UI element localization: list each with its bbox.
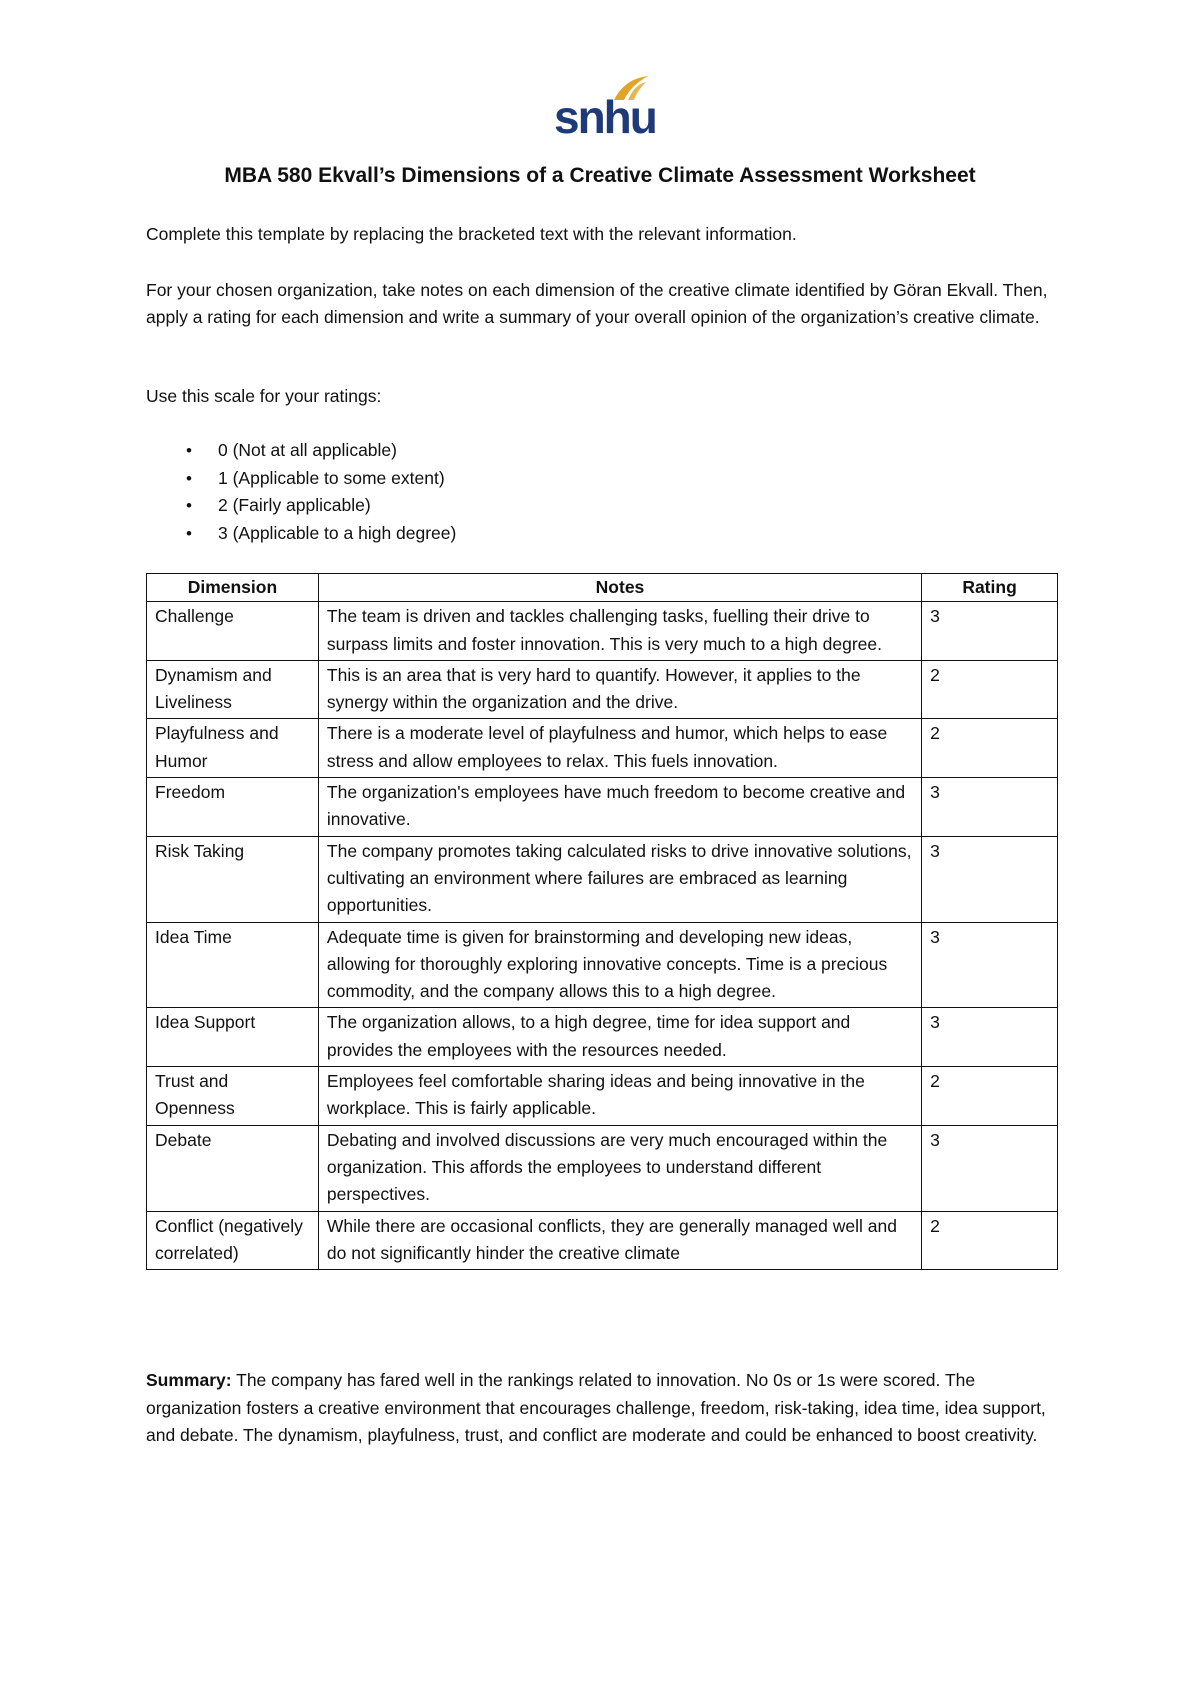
notes-cell: Debating and involved discussions are very much encouraged within the organization. This affords the employees to understand different perspectives.	[318, 1125, 921, 1211]
instructions-text: For your chosen organization, take notes on each dimension of the creative climate identified by Göran Ekvall. Then, apply a rating for each dimension and write a summary of your overall opinion of the organization’s creative climate.	[146, 280, 1048, 327]
list-item: • 1 (Applicable to some extent)	[146, 465, 456, 493]
table-row	[147, 1211, 1058, 1270]
rating-scale-list	[146, 437, 456, 547]
header-rating: Rating	[922, 574, 1058, 602]
notes-cell: Adequate time is given for brainstorming and developing new ideas, allowing for thoroughly exploring innovative concepts. Time is a precious commodity, and the company allows this to a high degree.	[318, 922, 921, 1008]
bullet-icon: •	[186, 441, 192, 460]
dimension-cell: Playfulness and Humor	[147, 719, 319, 778]
dimension-cell: Freedom	[147, 778, 319, 837]
dimension-cell: Idea Support	[147, 1008, 319, 1067]
table-row	[147, 602, 1058, 661]
notes-cell: Employees feel comfortable sharing ideas and being innovative in the workplace. This is fairly applicable.	[318, 1067, 921, 1126]
rating-cell: 3	[922, 1008, 1058, 1067]
dimension-cell: Trust and Openness	[147, 1067, 319, 1126]
intro-text: Complete this template by replacing the bracketed text with the relevant information.	[146, 224, 797, 244]
rating-cell: 2	[922, 719, 1058, 778]
dimension-cell: Idea Time	[147, 922, 319, 1008]
rating-cell: 2	[922, 1211, 1058, 1270]
summary-label: Summary:	[146, 1370, 232, 1390]
table-header-row	[147, 574, 1058, 602]
rating-cell: 3	[922, 836, 1058, 922]
list-item: • 0 (Not at all applicable)	[146, 437, 456, 465]
rating-cell: 3	[922, 1125, 1058, 1211]
table-row	[147, 836, 1058, 922]
rating-cell: 3	[922, 778, 1058, 837]
rating-cell: 2	[922, 660, 1058, 719]
bullet-icon: •	[186, 468, 192, 488]
bullet-icon: •	[186, 523, 192, 543]
summary-paragraph	[146, 1367, 1066, 1450]
list-item: • 2 (Fairly applicable)	[146, 492, 456, 520]
list-item: • 3 (Applicable to a high degree)	[146, 520, 456, 548]
snhu-logo	[554, 74, 656, 143]
rating-cell: 2	[922, 1067, 1058, 1126]
notes-cell: The organization allows, to a high degree, time for idea support and provides the employees with the resources needed.	[318, 1008, 921, 1067]
notes-cell: While there are occasional conflicts, they are generally managed well and do not significantly hinder the creative climate	[318, 1211, 921, 1270]
notes-cell: The team is driven and tackles challenging tasks, fuelling their drive to surpass limits and foster innovation. This is very much to a high degree.	[318, 602, 921, 661]
notes-cell: This is an area that is very hard to quantify. However, it applies to the synergy within the organization and the drive.	[318, 660, 921, 719]
header-dimension: Dimension	[147, 574, 319, 602]
dimension-cell: Debate	[147, 1125, 319, 1211]
notes-cell: The organization's employees have much freedom to become creative and innovative.	[318, 778, 921, 837]
table-row	[147, 1008, 1058, 1067]
scale-intro: Use this scale for your ratings:	[146, 386, 382, 406]
summary-text: The company has fared well in the rankings related to innovation. No 0s or 1s were scored. The organization fosters a creative environment that encourages challenge, freedom, risk-taking, idea time, idea support, and debate. The dynamism, playfulness, trust, and conflict are moderate and could be enhanced to boost creativity.	[146, 1370, 1046, 1445]
rating-cell: 3	[922, 922, 1058, 1008]
bullet-icon: •	[186, 496, 192, 515]
dimension-cell: Conflict (negatively correlated)	[147, 1211, 319, 1270]
rating-cell: 3	[922, 602, 1058, 661]
table-row	[147, 778, 1058, 837]
table-row	[147, 719, 1058, 778]
logo-wordmark: snhu	[554, 91, 656, 143]
table-row	[147, 660, 1058, 719]
notes-cell: There is a moderate level of playfulness and humor, which helps to ease stress and allow employees to relax. This fuels innovation.	[318, 719, 921, 778]
dimension-cell: Challenge	[147, 602, 319, 661]
page-title: MBA 580 Ekvall’s Dimensions of a Creative Climate Assessment Worksheet	[224, 164, 976, 187]
assessment-table	[146, 573, 1058, 1270]
header-notes: Notes	[318, 574, 921, 602]
dimension-cell: Risk Taking	[147, 836, 319, 922]
table-row	[147, 1125, 1058, 1211]
dimension-cell: Dynamism and Liveliness	[147, 660, 319, 719]
table-row	[147, 922, 1058, 1008]
table-row	[147, 1067, 1058, 1126]
notes-cell: The company promotes taking calculated risks to drive innovative solutions, cultivating an environment where failures are embraced as learning opportunities.	[318, 836, 921, 922]
